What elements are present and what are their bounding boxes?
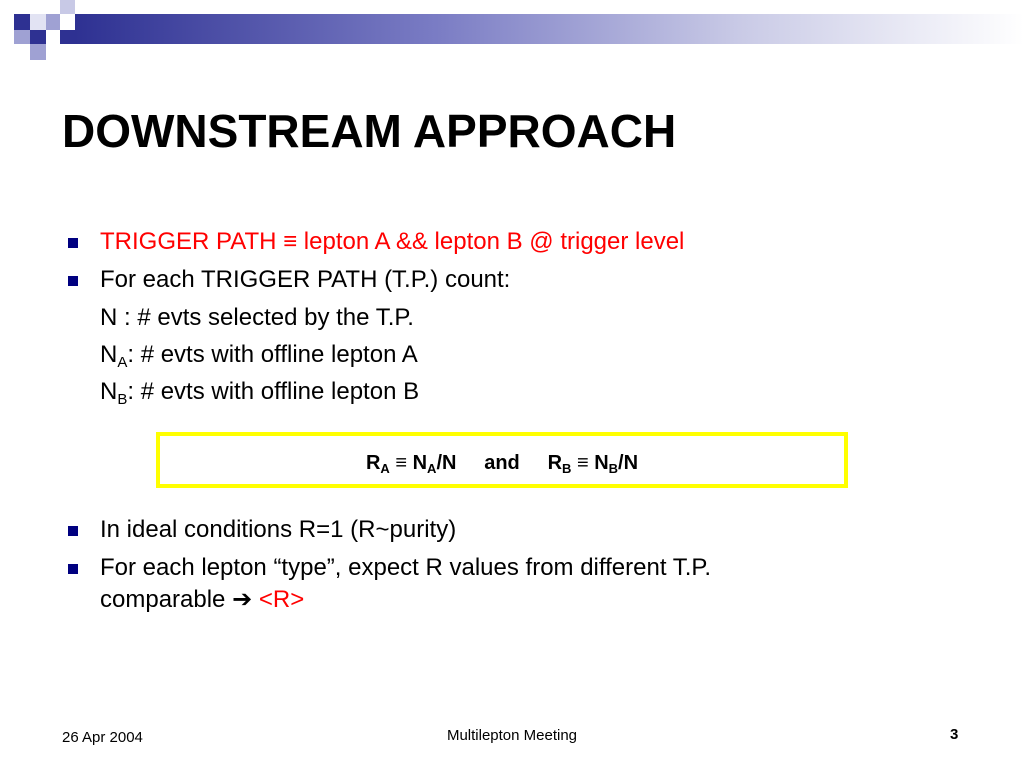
bullet-text-line2: [100, 585, 304, 614]
footer-page-number: 3: [950, 726, 959, 743]
bullet-text: TRIGGER PATH ≡ lepton A && lepton B @ trigger level: [100, 228, 685, 255]
rb-denominator: /N: [618, 452, 639, 474]
na-subscript: A: [117, 354, 128, 371]
footer-date: 26 Apr 2004: [62, 729, 143, 746]
ra-denominator: /N: [436, 452, 457, 474]
rb-subscript: B: [562, 461, 572, 476]
ra-numerator-subscript: A: [427, 461, 437, 476]
r-average-highlight: <R>: [258, 586, 305, 613]
deco-square: [60, 14, 75, 30]
na-text: : # evts with offline lepton A: [127, 341, 418, 368]
right-arrow-icon: ➔: [232, 586, 253, 613]
square-bullet-icon: [68, 564, 78, 574]
bullet-text-line1: For each lepton “type”, expect R values from different T.P.: [100, 554, 711, 581]
deco-square: [30, 44, 46, 60]
ra-subscript: A: [380, 461, 390, 476]
ra-equiv: ≡ N: [389, 452, 428, 474]
deco-square: [60, 30, 75, 44]
rb-symbol: R: [547, 452, 563, 474]
formula-box: [156, 432, 848, 488]
na-symbol: N: [100, 341, 118, 368]
ra-symbol: R: [365, 452, 381, 474]
deco-square: [14, 14, 30, 30]
definition-n: N : # evts selected by the T.P.: [100, 304, 414, 331]
square-bullet-icon: [68, 238, 78, 248]
deco-square: [30, 14, 46, 30]
footer-center: Multilepton Meeting: [446, 727, 578, 744]
square-bullet-icon: [68, 526, 78, 536]
formula: [160, 452, 844, 476]
deco-square: [60, 0, 75, 14]
comparable-text: comparable: [100, 586, 226, 613]
nb-subscript: B: [117, 391, 128, 408]
deco-square: [30, 30, 46, 44]
formula-and: and: [456, 452, 548, 474]
nb-symbol: N: [100, 378, 118, 405]
rb-numerator-subscript: B: [608, 461, 619, 476]
header-gradient-band: [75, 14, 1024, 44]
deco-square: [14, 30, 30, 44]
bullet-text: For each TRIGGER PATH (T.P.) count:: [100, 266, 511, 293]
rb-equiv: ≡ N: [571, 452, 609, 474]
deco-square: [46, 14, 60, 30]
slide-title: DOWNSTREAM APPROACH: [62, 105, 677, 157]
definition-na: [100, 341, 418, 371]
square-bullet-icon: [68, 276, 78, 286]
bullet-text: In ideal conditions R=1 (R~purity): [100, 516, 457, 543]
nb-text: : # evts with offline lepton B: [127, 378, 420, 405]
definition-nb: [100, 378, 419, 408]
